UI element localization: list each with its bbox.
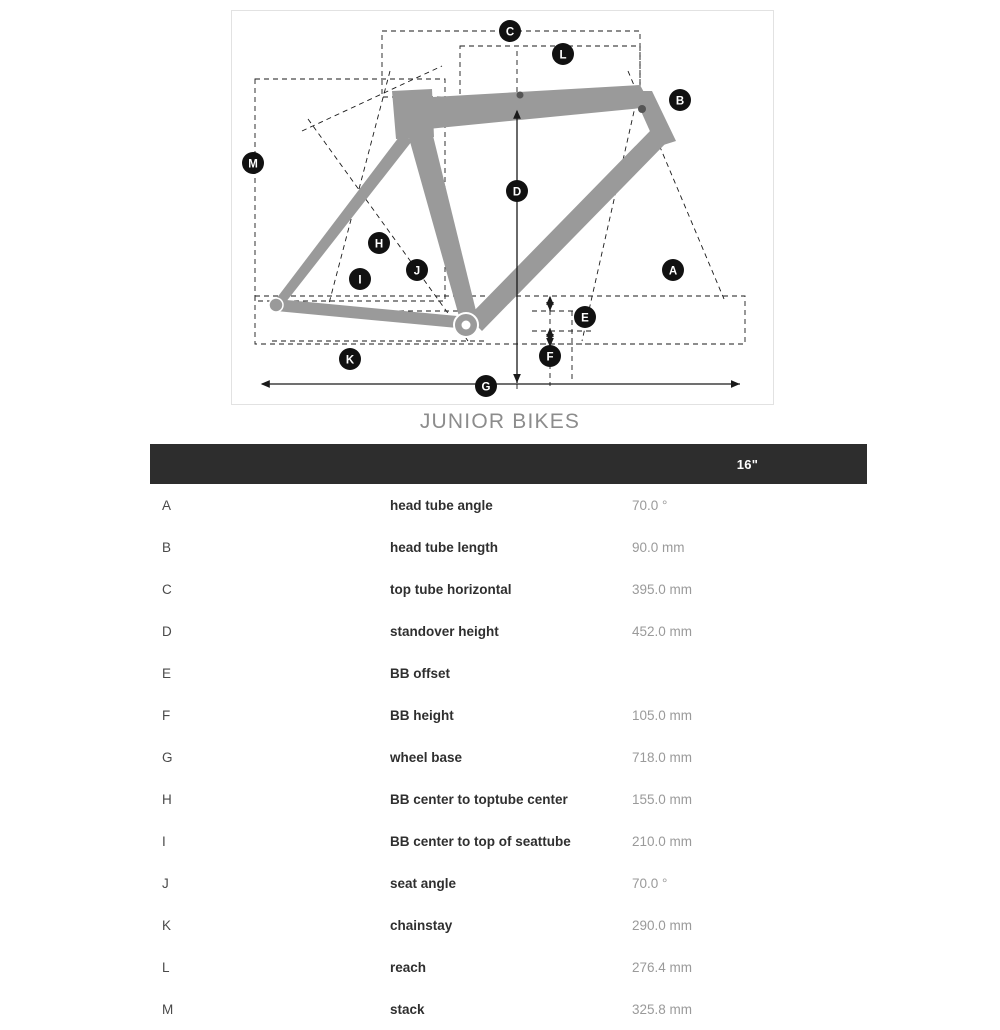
row-name: top tube horizontal xyxy=(390,581,512,597)
svg-text:L: L xyxy=(559,49,567,62)
table-row xyxy=(150,904,867,946)
row-value: 290.0 mm xyxy=(632,917,693,933)
table-row xyxy=(150,652,867,694)
row-letter: C xyxy=(162,581,172,597)
svg-text:I: I xyxy=(358,274,362,287)
row-value: 70.0 ° xyxy=(632,497,668,513)
row-name: BB center to top of seattube xyxy=(390,833,571,849)
row-name: chainstay xyxy=(390,917,453,933)
table-row xyxy=(150,820,867,862)
svg-text:J: J xyxy=(413,265,421,278)
svg-text:H: H xyxy=(374,238,384,251)
callout-H xyxy=(368,232,390,254)
header-letter xyxy=(150,444,389,484)
row-letter: K xyxy=(162,917,172,933)
row-value xyxy=(628,652,867,694)
row-value: 70.0 ° xyxy=(632,875,668,891)
row-letter: H xyxy=(162,791,172,807)
row-name: standover height xyxy=(390,623,499,639)
callout-L xyxy=(552,43,574,65)
row-letter: F xyxy=(162,707,171,723)
table-row xyxy=(150,694,867,736)
callout-group xyxy=(242,20,691,397)
svg-text:M: M xyxy=(248,158,258,171)
measurement-arrows xyxy=(262,111,740,384)
row-letter: G xyxy=(162,749,173,765)
svg-text:C: C xyxy=(505,26,515,39)
callout-K xyxy=(339,348,361,370)
header-name xyxy=(389,444,628,484)
svg-text:E: E xyxy=(581,312,589,325)
table-row xyxy=(150,526,867,568)
row-value: 452.0 mm xyxy=(632,623,693,639)
row-value: 155.0 mm xyxy=(632,791,693,807)
svg-text:K: K xyxy=(345,354,355,367)
frame-geometry-diagram xyxy=(231,10,774,405)
row-value: 276.4 mm xyxy=(632,959,693,975)
geometry-table xyxy=(150,444,867,1030)
callout-J xyxy=(406,259,428,281)
row-name: reach xyxy=(390,959,427,975)
row-value: 325.8 mm xyxy=(632,1001,693,1017)
table-header-row xyxy=(150,444,867,484)
table-row xyxy=(150,568,867,610)
table-body xyxy=(150,484,867,1030)
callout-G xyxy=(475,375,497,397)
callout-B xyxy=(669,89,691,111)
callout-I xyxy=(349,268,371,290)
row-letter: I xyxy=(162,833,166,849)
row-name: stack xyxy=(390,1001,425,1017)
callout-C xyxy=(499,20,521,42)
table-row xyxy=(150,862,867,904)
row-value: 395.0 mm xyxy=(632,581,693,597)
table-row xyxy=(150,484,867,526)
row-letter: B xyxy=(162,539,172,555)
callout-A xyxy=(662,259,684,281)
svg-text:G: G xyxy=(481,381,491,394)
callout-F xyxy=(539,345,561,367)
table-row xyxy=(150,946,867,988)
row-value: 210.0 mm xyxy=(632,833,693,849)
row-value: 105.0 mm xyxy=(632,707,693,723)
row-name: head tube angle xyxy=(390,497,493,513)
construction-lines xyxy=(255,31,745,391)
table-row xyxy=(150,736,867,778)
row-name: BB center to toptube center xyxy=(390,791,568,807)
row-name: BB offset xyxy=(390,665,450,681)
row-value: 718.0 mm xyxy=(632,749,693,765)
row-letter: J xyxy=(162,875,169,891)
table-row xyxy=(150,988,867,1030)
page-title: JUNIOR BIKES xyxy=(419,410,581,433)
table-row xyxy=(150,778,867,820)
callout-M xyxy=(242,152,264,174)
svg-text:F: F xyxy=(546,351,554,364)
svg-text:D: D xyxy=(512,186,522,199)
row-letter: D xyxy=(162,623,172,639)
row-letter: L xyxy=(162,959,170,975)
row-letter: A xyxy=(162,497,172,513)
row-name: head tube length xyxy=(390,539,498,555)
row-name: wheel base xyxy=(390,749,463,765)
table-row xyxy=(150,610,867,652)
row-name: BB height xyxy=(390,707,454,723)
callout-E xyxy=(574,306,596,328)
svg-text:A: A xyxy=(668,265,678,278)
row-letter: E xyxy=(162,665,172,681)
row-name: seat angle xyxy=(390,875,457,891)
header-size: 16" xyxy=(628,444,867,484)
callout-D xyxy=(506,180,528,202)
row-value: 90.0 mm xyxy=(632,539,685,555)
svg-text:B: B xyxy=(675,95,685,108)
row-letter: M xyxy=(162,1001,174,1017)
